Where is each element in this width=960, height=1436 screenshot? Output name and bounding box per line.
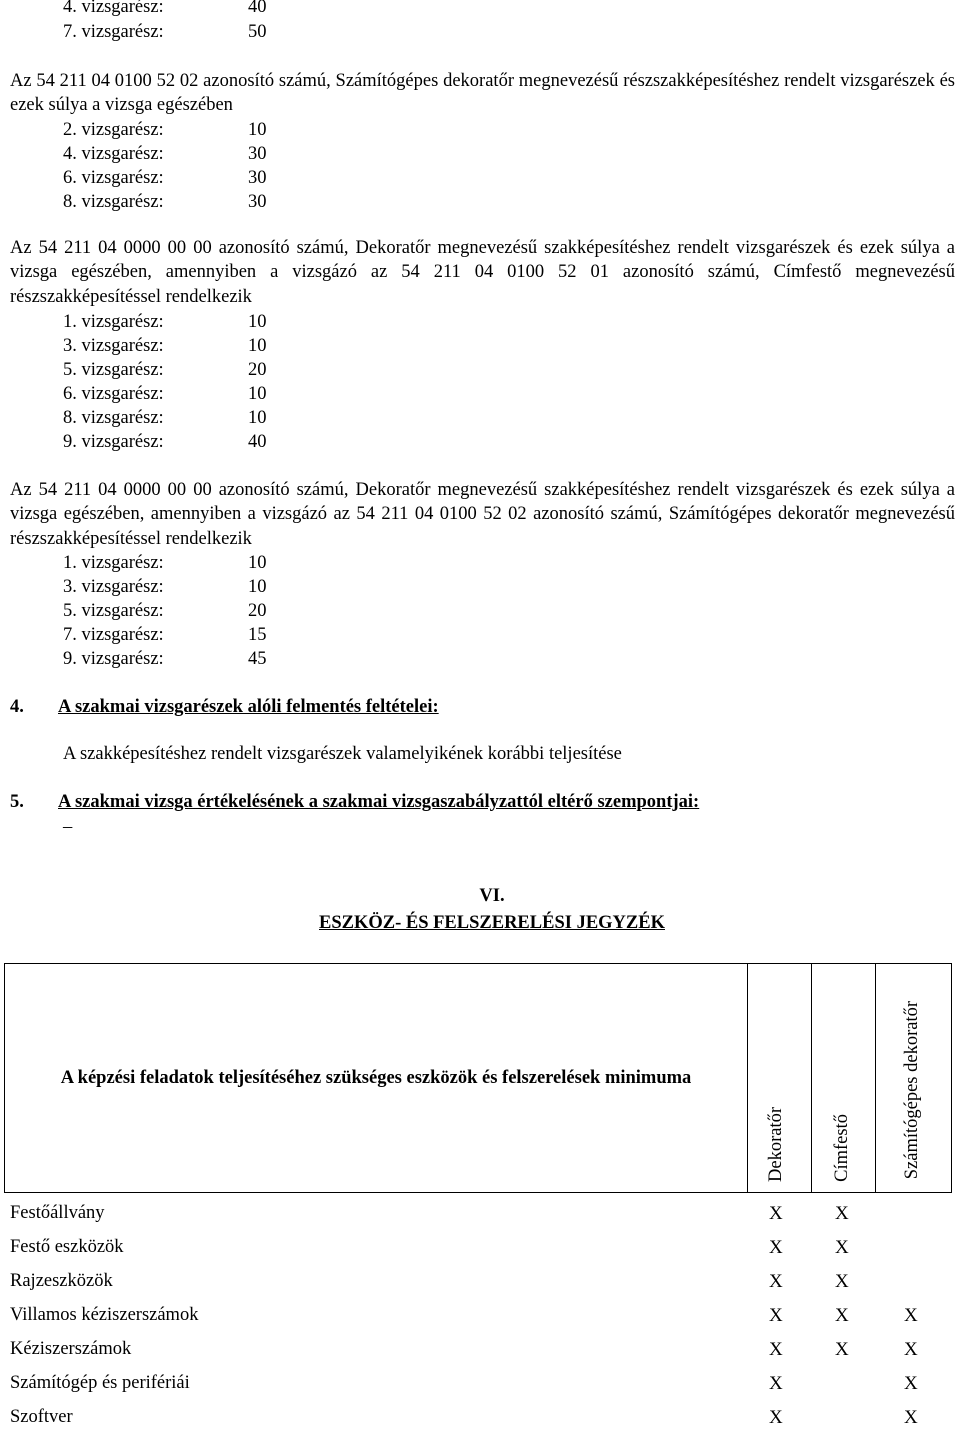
column-header-dekorator [748, 964, 812, 1193]
item-label: 9. vizsgarész: [63, 649, 164, 669]
table-header-row [5, 964, 952, 1193]
item-label: 1. vizsgarész: [63, 553, 164, 573]
table-cell-mark: X [769, 1203, 783, 1224]
item-value: 30 [248, 168, 267, 188]
table-cell-mark: X [904, 1339, 918, 1360]
table-cell-mark: X [769, 1407, 783, 1428]
item-label: 7. vizsgarész: [63, 625, 164, 645]
table-cell-mark: X [769, 1305, 783, 1326]
equipment-name: Villamos kéziszerszámok [10, 1305, 199, 1325]
heading-4-body: A szakképesítéshez rendelt vizsgarészek valamelyikének korábbi teljesítése [63, 744, 622, 764]
section-c-text: Az 54 211 04 0000 00 00 azonosító számú, Dekoratőr megnevezésű szakképesítéshez rendelt vizsgarészek és ezek súlya a vizsga egészében, amennyiben a vizsgázó az 54 211 04 0100 52 02 azonosító számú, Számítógépes dekoratőr megnevezésű részszakképesítéssel rendelkezik [10, 480, 955, 549]
equipment-name: Számítógép és perifériái [10, 1373, 190, 1393]
item-value: 50 [248, 22, 267, 42]
item-value: 30 [248, 144, 267, 164]
column-label: Számítógépes dekoratőr [902, 1000, 922, 1179]
equipment-name: Kéziszerszámok [10, 1339, 132, 1359]
heading-5-number: 5. [10, 792, 24, 812]
column-header-szamitogepes [876, 964, 952, 1193]
column-header-cimfesto [812, 964, 876, 1193]
table-cell-mark: X [904, 1407, 918, 1428]
column-label: Dekoratőr [766, 1107, 786, 1182]
item-value: 40 [248, 432, 267, 452]
item-label: 3. vizsgarész: [63, 336, 164, 356]
equipment-name: Festő eszközök [10, 1237, 124, 1257]
table-cell-mark: X [769, 1271, 783, 1292]
item-value: 10 [248, 553, 267, 573]
item-label: 4. vizsgarész: [63, 144, 164, 164]
item-value: 30 [248, 192, 267, 212]
item-label: 2. vizsgarész: [63, 120, 164, 140]
item-value: 10 [248, 384, 267, 404]
table-cell-mark: X [835, 1203, 849, 1224]
item-value: 10 [248, 312, 267, 332]
heading-5-body: – [63, 817, 73, 837]
section-b-text: Az 54 211 04 0000 00 00 azonosító számú, Dekoratőr megnevezésű szakképesítéshez rendelt vizsgarészek és ezek súlya a vizsga egészében, amennyiben a vizsgázó az 54 211 04 0100 52 01 azonosító számú, Címfestő megnevezésű részszakképesítéssel rendelkezik [10, 238, 955, 307]
item-label: 5. vizsgarész: [63, 360, 164, 380]
item-value: 10 [248, 408, 267, 428]
chapter-number: VI. [479, 886, 505, 906]
item-label: 6. vizsgarész: [63, 168, 164, 188]
item-value: 10 [248, 120, 267, 140]
table-cell-mark: X [769, 1237, 783, 1258]
column-label: Címfestő [832, 1114, 852, 1182]
section-a-text: Az 54 211 04 0100 52 02 azonosító számú, Számítógépes dekoratőr megnevezésű részszakképesítéshez rendelt vizsgarészek és ezek súlya a vizsga egészében [10, 71, 955, 116]
item-value: 40 [248, 0, 267, 17]
equipment-name: Szoftver [10, 1407, 73, 1427]
item-label: 9. vizsgarész: [63, 432, 164, 452]
table-cell-mark: X [769, 1373, 783, 1394]
item-label: 8. vizsgarész: [63, 408, 164, 428]
chapter-title: ESZKÖZ- ÉS FELSZERELÉSI JEGYZÉK [319, 913, 665, 933]
item-label: 5. vizsgarész: [63, 601, 164, 621]
equipment-name: Festőállvány [10, 1203, 105, 1223]
heading-4-title: A szakmai vizsgarészek alóli felmentés feltételei: [58, 697, 439, 717]
item-label: 8. vizsgarész: [63, 192, 164, 212]
table-cell-mark: X [835, 1339, 849, 1360]
item-label: 7. vizsgarész: [63, 22, 164, 42]
heading-5-title: A szakmai vizsga értékelésének a szakmai vizsgaszabályzattól eltérő szempontjai: [58, 792, 700, 812]
heading-4-number: 4. [10, 697, 24, 717]
table-cell-mark: X [835, 1305, 849, 1326]
table-header-main [5, 964, 748, 1193]
item-value: 20 [248, 360, 267, 380]
equipment-table [4, 963, 952, 1193]
table-cell-mark: X [769, 1339, 783, 1360]
item-label: 6. vizsgarész: [63, 384, 164, 404]
item-value: 10 [248, 577, 267, 597]
table-cell-mark: X [835, 1237, 849, 1258]
table-header-text: A képzési feladatok teljesítéséhez szükséges eszközök és felszerelések minimuma [60, 1068, 692, 1088]
item-value: 20 [248, 601, 267, 621]
item-label: 1. vizsgarész: [63, 312, 164, 332]
item-label: 3. vizsgarész: [63, 577, 164, 597]
item-value: 45 [248, 649, 267, 669]
item-label: 4. vizsgarész: [63, 0, 164, 17]
table-cell-mark: X [904, 1305, 918, 1326]
table-cell-mark: X [835, 1271, 849, 1292]
table-cell-mark: X [904, 1373, 918, 1394]
item-value: 10 [248, 336, 267, 356]
item-value: 15 [248, 625, 267, 645]
equipment-name: Rajzeszközök [10, 1271, 113, 1291]
